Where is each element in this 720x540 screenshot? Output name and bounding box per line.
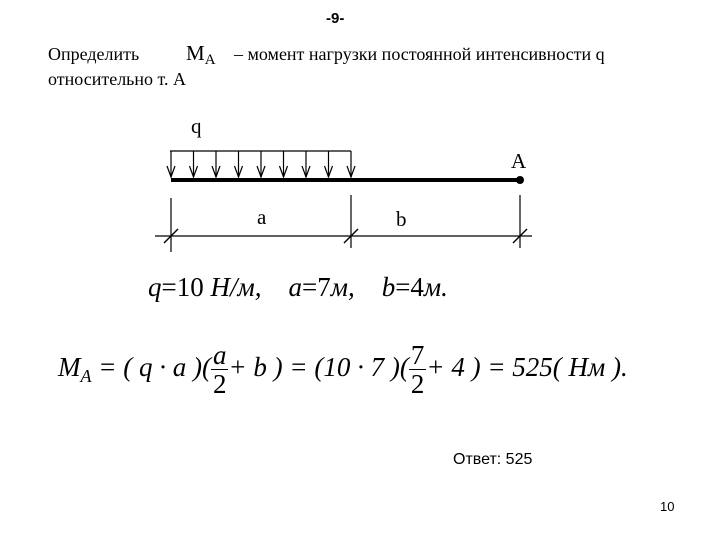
given-q-sep: , bbox=[254, 272, 262, 302]
formula-part3: + 4 ) = 525( Нм ). bbox=[426, 352, 628, 382]
given-b-sep: . bbox=[441, 272, 448, 302]
load-label: q bbox=[191, 114, 202, 138]
frac1-numerator: a bbox=[212, 339, 227, 370]
task-suffix: – момент нагрузки постоянной интенсивности q bbox=[234, 44, 605, 64]
given-a-unit: м bbox=[330, 272, 348, 302]
moment-symbol-letter: M bbox=[186, 41, 205, 65]
answer: Ответ: 525 bbox=[453, 451, 533, 468]
formula-part2: + b ) = (10 · 7 )( bbox=[228, 352, 409, 382]
given-b-unit: м bbox=[423, 272, 442, 302]
given-a-sym: a bbox=[288, 272, 302, 302]
point-a-dot bbox=[516, 176, 524, 184]
given-a-eq: = bbox=[301, 272, 318, 302]
given-q-sym: q bbox=[148, 272, 162, 302]
dimension-line bbox=[155, 195, 532, 252]
frac2-denominator: 2 bbox=[410, 369, 425, 400]
point-a-label: A bbox=[511, 149, 527, 173]
formula-lhs-subscript: A bbox=[80, 366, 92, 386]
given-q-eq: = bbox=[161, 272, 177, 302]
formula-part1: = ( q · a )( bbox=[98, 352, 211, 382]
page-marker: -9- bbox=[326, 10, 345, 27]
task-line2: относительно т. A bbox=[48, 69, 187, 89]
given-b-sym: b bbox=[381, 272, 396, 302]
fraction-a-over-2 bbox=[211, 341, 229, 399]
distributed-load bbox=[167, 151, 355, 177]
given-b-eq: = bbox=[395, 272, 411, 302]
given-b-val: 4 bbox=[410, 272, 424, 302]
page-number: 10 bbox=[660, 499, 675, 514]
dim-a-label: a bbox=[257, 205, 267, 229]
frac1-denominator: 2 bbox=[212, 369, 227, 400]
moment-subscript: A bbox=[204, 52, 216, 68]
formula-lhs: M bbox=[58, 352, 81, 382]
given-q-val: 10 bbox=[176, 272, 204, 302]
load-arrows bbox=[167, 151, 355, 177]
given-values bbox=[148, 272, 448, 303]
fraction-7-over-2 bbox=[409, 341, 427, 399]
dim-b-label: b bbox=[396, 207, 407, 231]
given-a-val: 7 bbox=[317, 272, 331, 302]
given-a-sep: , bbox=[347, 272, 355, 302]
frac2-numerator: 7 bbox=[410, 339, 425, 370]
moment-formula bbox=[58, 335, 628, 408]
given-q-unit: Н/м bbox=[210, 272, 255, 302]
task-prefix: Определить bbox=[48, 44, 140, 64]
